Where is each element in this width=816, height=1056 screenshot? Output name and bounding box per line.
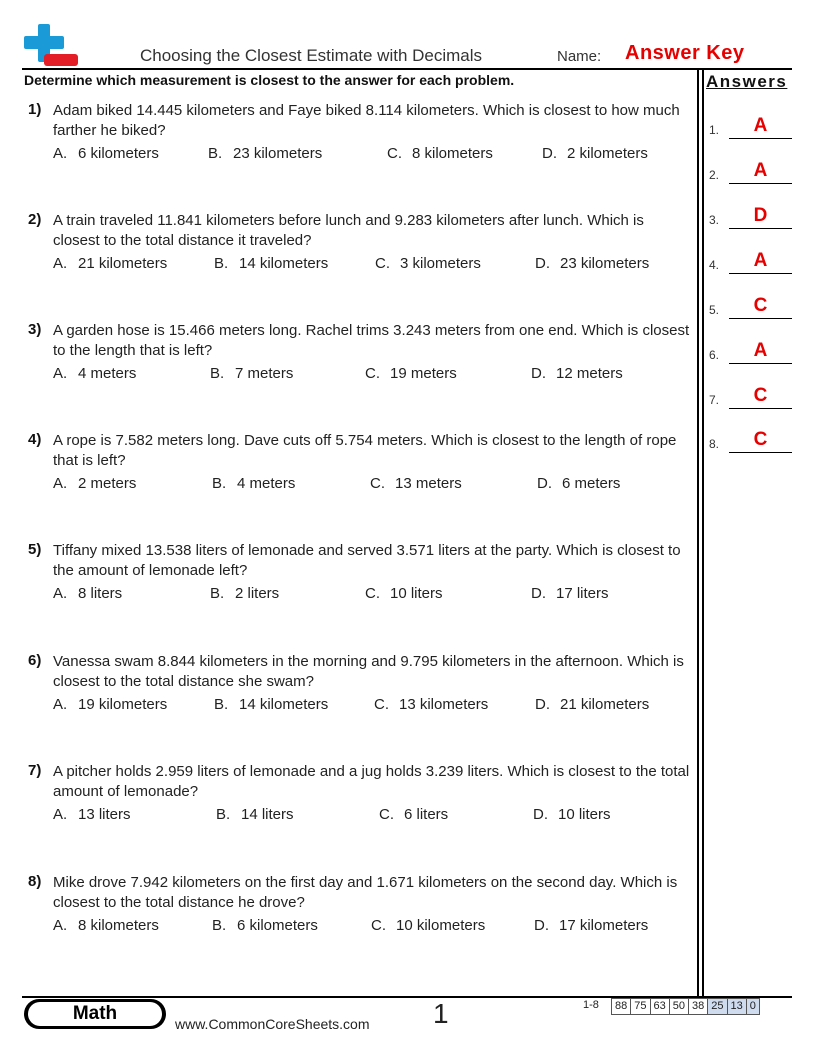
choice-a: A. 8 kilometers [53,917,159,934]
answer-value: C [753,385,768,406]
answer-line [729,452,792,453]
choice-a: A. 8 liters [53,585,123,602]
score-cell: 13 [727,999,746,1014]
problem-text: A garden hose is 15.466 meters long. Rachel trims 3.243 meters from one end. Which is closest to the length that is left? [53,322,690,359]
answer-line [729,183,792,184]
choice-b: B. 6 kilometers [212,917,318,934]
answer-number: 4. [709,258,720,272]
site-logo [22,22,80,68]
score-range-label: 1-8 [583,999,599,1011]
answer-value: A [753,250,768,271]
problem-text: Mike drove 7.942 kilometers on the first day and 1.671 kilometers on the second day. Which is closest to the total distance he drove? [53,874,678,911]
problem-text: Vanessa swam 8.844 kilometers in the morning and 9.795 kilometers in the afternoon. Which is closest to the total distance she swam? [53,653,684,690]
answer-value: D [753,205,768,226]
worksheet-title: Choosing the Closest Estimate with Decimals [140,46,483,65]
answer-line [729,408,792,409]
choice-d: D. 23 kilometers [535,255,650,272]
problem-number: 2) [28,211,42,228]
choice-d: D. 2 kilometers [542,145,648,162]
choice-b: B. 4 meters [212,475,296,492]
answer-line [729,228,792,229]
choice-a: A. 19 kilometers [53,696,168,713]
answer-number: 8. [709,437,720,451]
choice-a: A. 13 liters [53,806,131,823]
choice-d: D. 21 kilometers [535,696,650,713]
name-label: Name: [557,48,602,65]
choice-c: C. 13 meters [370,475,462,492]
problem-text: Tiffany mixed 13.538 liters of lemonade and served 3.571 liters at the party. Which is closest to the amount of lemonade left? [53,542,681,579]
choice-d: D. 17 liters [531,585,609,602]
choice-c: C. 10 liters [365,585,443,602]
answer-row [709,429,793,453]
score-cell: 25 [707,999,726,1014]
answer-key-label: Answer Key [625,42,745,64]
subject-label: Math [28,1002,162,1026]
answer-value: C [753,295,768,316]
choice-d: D. 17 kilometers [534,917,649,934]
plus-minus-logo-icon [22,22,80,68]
score-cell: 0 [746,999,759,1014]
top-divider [22,68,792,70]
answer-row [709,295,793,319]
answer-number: 5. [709,303,720,317]
answers-panel-title: Answers [706,72,788,91]
score-cell: 38 [688,999,707,1014]
problem-number: 6) [28,652,42,669]
choice-d: D. 10 liters [533,806,611,823]
problem-number: 4) [28,431,42,448]
score-table [611,998,760,1015]
answer-line [729,273,792,274]
answer-line [729,318,792,319]
answer-row [709,250,793,274]
answer-column-border [697,68,699,996]
answer-number: 1. [709,123,720,137]
choice-c: C. 13 kilometers [374,696,489,713]
problem-text: Adam biked 14.445 kilometers and Faye biked 8.114 kilometers. Which is closest to how much farther he biked? [53,102,680,139]
answer-row [709,115,793,139]
answer-number: 2. [709,168,720,182]
answer-row [709,205,793,229]
problem-number: 7) [28,762,42,779]
answer-column-border-inner [702,68,704,996]
subject-badge [24,999,166,1029]
problem-number: 5) [28,541,42,558]
instructions: Determine which measurement is closest to the answer for each problem. [24,72,515,88]
answer-line [729,363,792,364]
choice-d: D. 12 meters [531,365,623,382]
answer-line [729,138,792,139]
page-number: 1 [433,998,449,1029]
website-link[interactable]: www.CommonCoreSheets.com [175,1016,370,1032]
answer-number: 7. [709,393,720,407]
choice-a: A. 2 meters [53,475,137,492]
answer-row [709,160,793,184]
problem-text: A pitcher holds 2.959 liters of lemonade and a jug holds 3.239 liters. Which is closest to the total amount of lemonade? [53,763,690,800]
choice-a: A. 4 meters [53,365,137,382]
choice-a: A. 21 kilometers [53,255,168,272]
choice-c: C. 6 liters [379,806,449,823]
answer-value: C [753,429,768,450]
choice-d: D. 6 meters [537,475,621,492]
choice-b: B. 14 kilometers [214,696,329,713]
choice-c: C. 19 meters [365,365,457,382]
problem-number: 3) [28,321,42,338]
choice-b: B. 14 liters [216,806,294,823]
choice-b: B. 14 kilometers [214,255,329,272]
choice-b: B. 23 kilometers [208,145,323,162]
answer-value: A [753,160,768,181]
score-cell: 50 [669,999,688,1014]
problem-number: 8) [28,873,42,890]
choice-b: B. 7 meters [210,365,294,382]
choice-c: C. 10 kilometers [371,917,486,934]
answer-value: A [753,115,768,136]
score-cell: 88 [615,1000,628,1012]
choice-c: C. 3 kilometers [375,255,481,272]
answer-number: 6. [709,348,720,362]
answer-row [709,385,793,409]
choice-b: B. 2 liters [210,585,280,602]
answer-row [709,340,793,364]
choice-a: A. 6 kilometers [53,145,159,162]
choice-c: C. 8 kilometers [387,145,493,162]
answer-number: 3. [709,213,720,227]
score-cell: 63 [650,999,669,1014]
score-cell: 75 [630,999,649,1014]
problem-number: 1) [28,101,42,118]
problem-text: A rope is 7.582 meters long. Dave cuts off 5.754 meters. Which is closest to the length of rope that is left? [53,432,677,469]
answer-value: A [753,340,768,361]
problem-text: A train traveled 11.841 kilometers before lunch and 9.283 kilometers after lunch. Which is closest to the total distance it traveled? [53,212,644,249]
